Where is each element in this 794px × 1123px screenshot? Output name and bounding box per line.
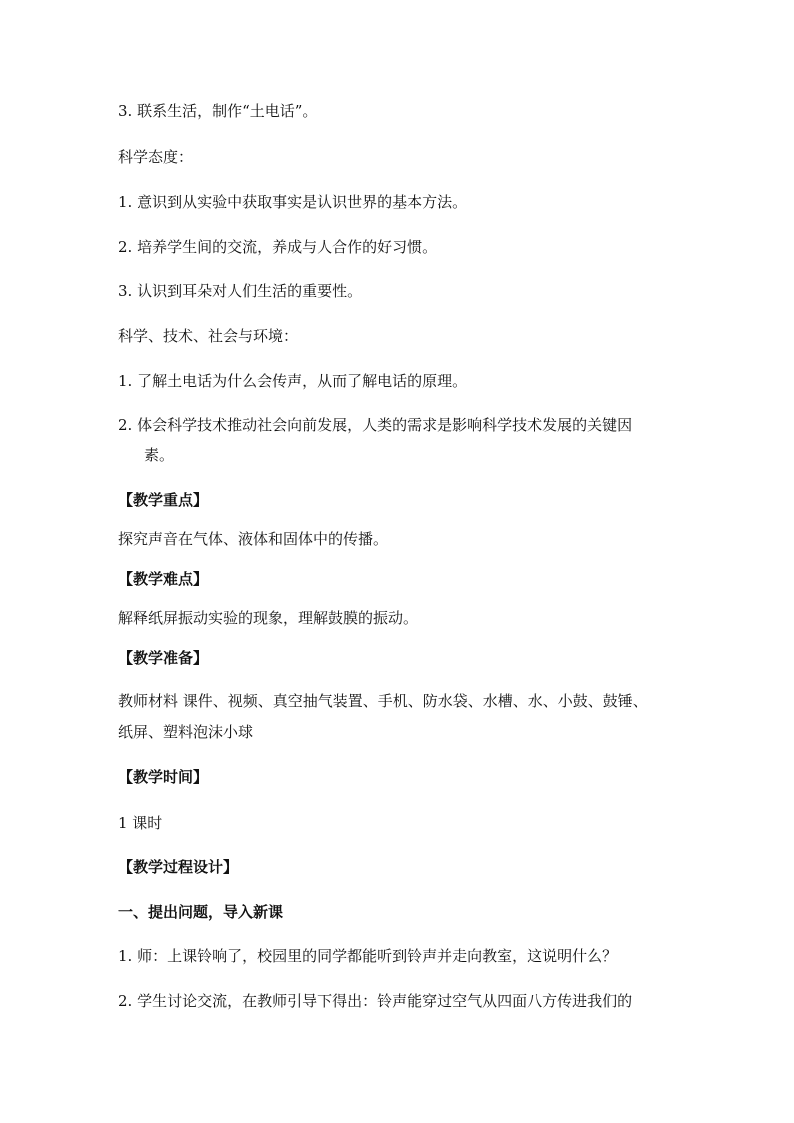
attitude-item-2: 2. 培养学生间的交流，养成与人合作的好习惯。 — [118, 238, 438, 256]
heading-key-points: 【教学重点】 — [118, 491, 209, 509]
heading-process-design: 【教学过程设计】 — [118, 858, 239, 876]
preparation-text-line-1: 教师材料 课件、视频、真空抽气装置、手机、防水袋、水槽、水、小鼓、鼓锤、 — [118, 692, 648, 710]
heading-difficult-points: 【教学难点】 — [118, 570, 209, 588]
attitude-item-1: 1. 意识到从实验中获取事实是认识世界的基本方法。 — [118, 193, 468, 211]
process-item-2: 2. 学生讨论交流，在教师引导下得出：铃声能穿过空气从四面八方传进我们的 — [118, 992, 633, 1010]
attitude-item-3: 3. 认识到耳朵对人们生活的重要性。 — [118, 282, 363, 300]
heading-preparation: 【教学准备】 — [118, 649, 209, 667]
section-label-stse: 科学、技术、社会与环境： — [118, 327, 299, 345]
teaching-time-text: 1 课时 — [118, 814, 163, 832]
key-points-text: 探究声音在气体、液体和固体中的传播。 — [118, 530, 389, 548]
objective-item-3: 3. 联系生活，制作“土电话”。 — [118, 102, 318, 120]
stse-item-1: 1. 了解土电话为什么会传声，从而了解电话的原理。 — [118, 372, 468, 390]
stse-item-2: 2. 体会科学技术推动社会向前发展，人类的需求是影响科学技术发展的关键因 — [118, 416, 633, 434]
stse-item-2-continuation: 素。 — [144, 446, 175, 464]
subheading-intro: 一、提出问题，导入新课 — [118, 903, 284, 921]
heading-teaching-time: 【教学时间】 — [118, 768, 209, 786]
preparation-text-line-2: 纸屏、塑料泡沫小球 — [118, 723, 254, 741]
difficult-points-text: 解释纸屏振动实验的现象，理解鼓膜的振动。 — [118, 609, 419, 627]
section-label-science-attitude: 科学态度： — [118, 148, 194, 166]
process-item-1: 1. 师：上课铃响了，校园里的同学都能听到铃声并走向教室，这说明什么？ — [118, 947, 618, 965]
